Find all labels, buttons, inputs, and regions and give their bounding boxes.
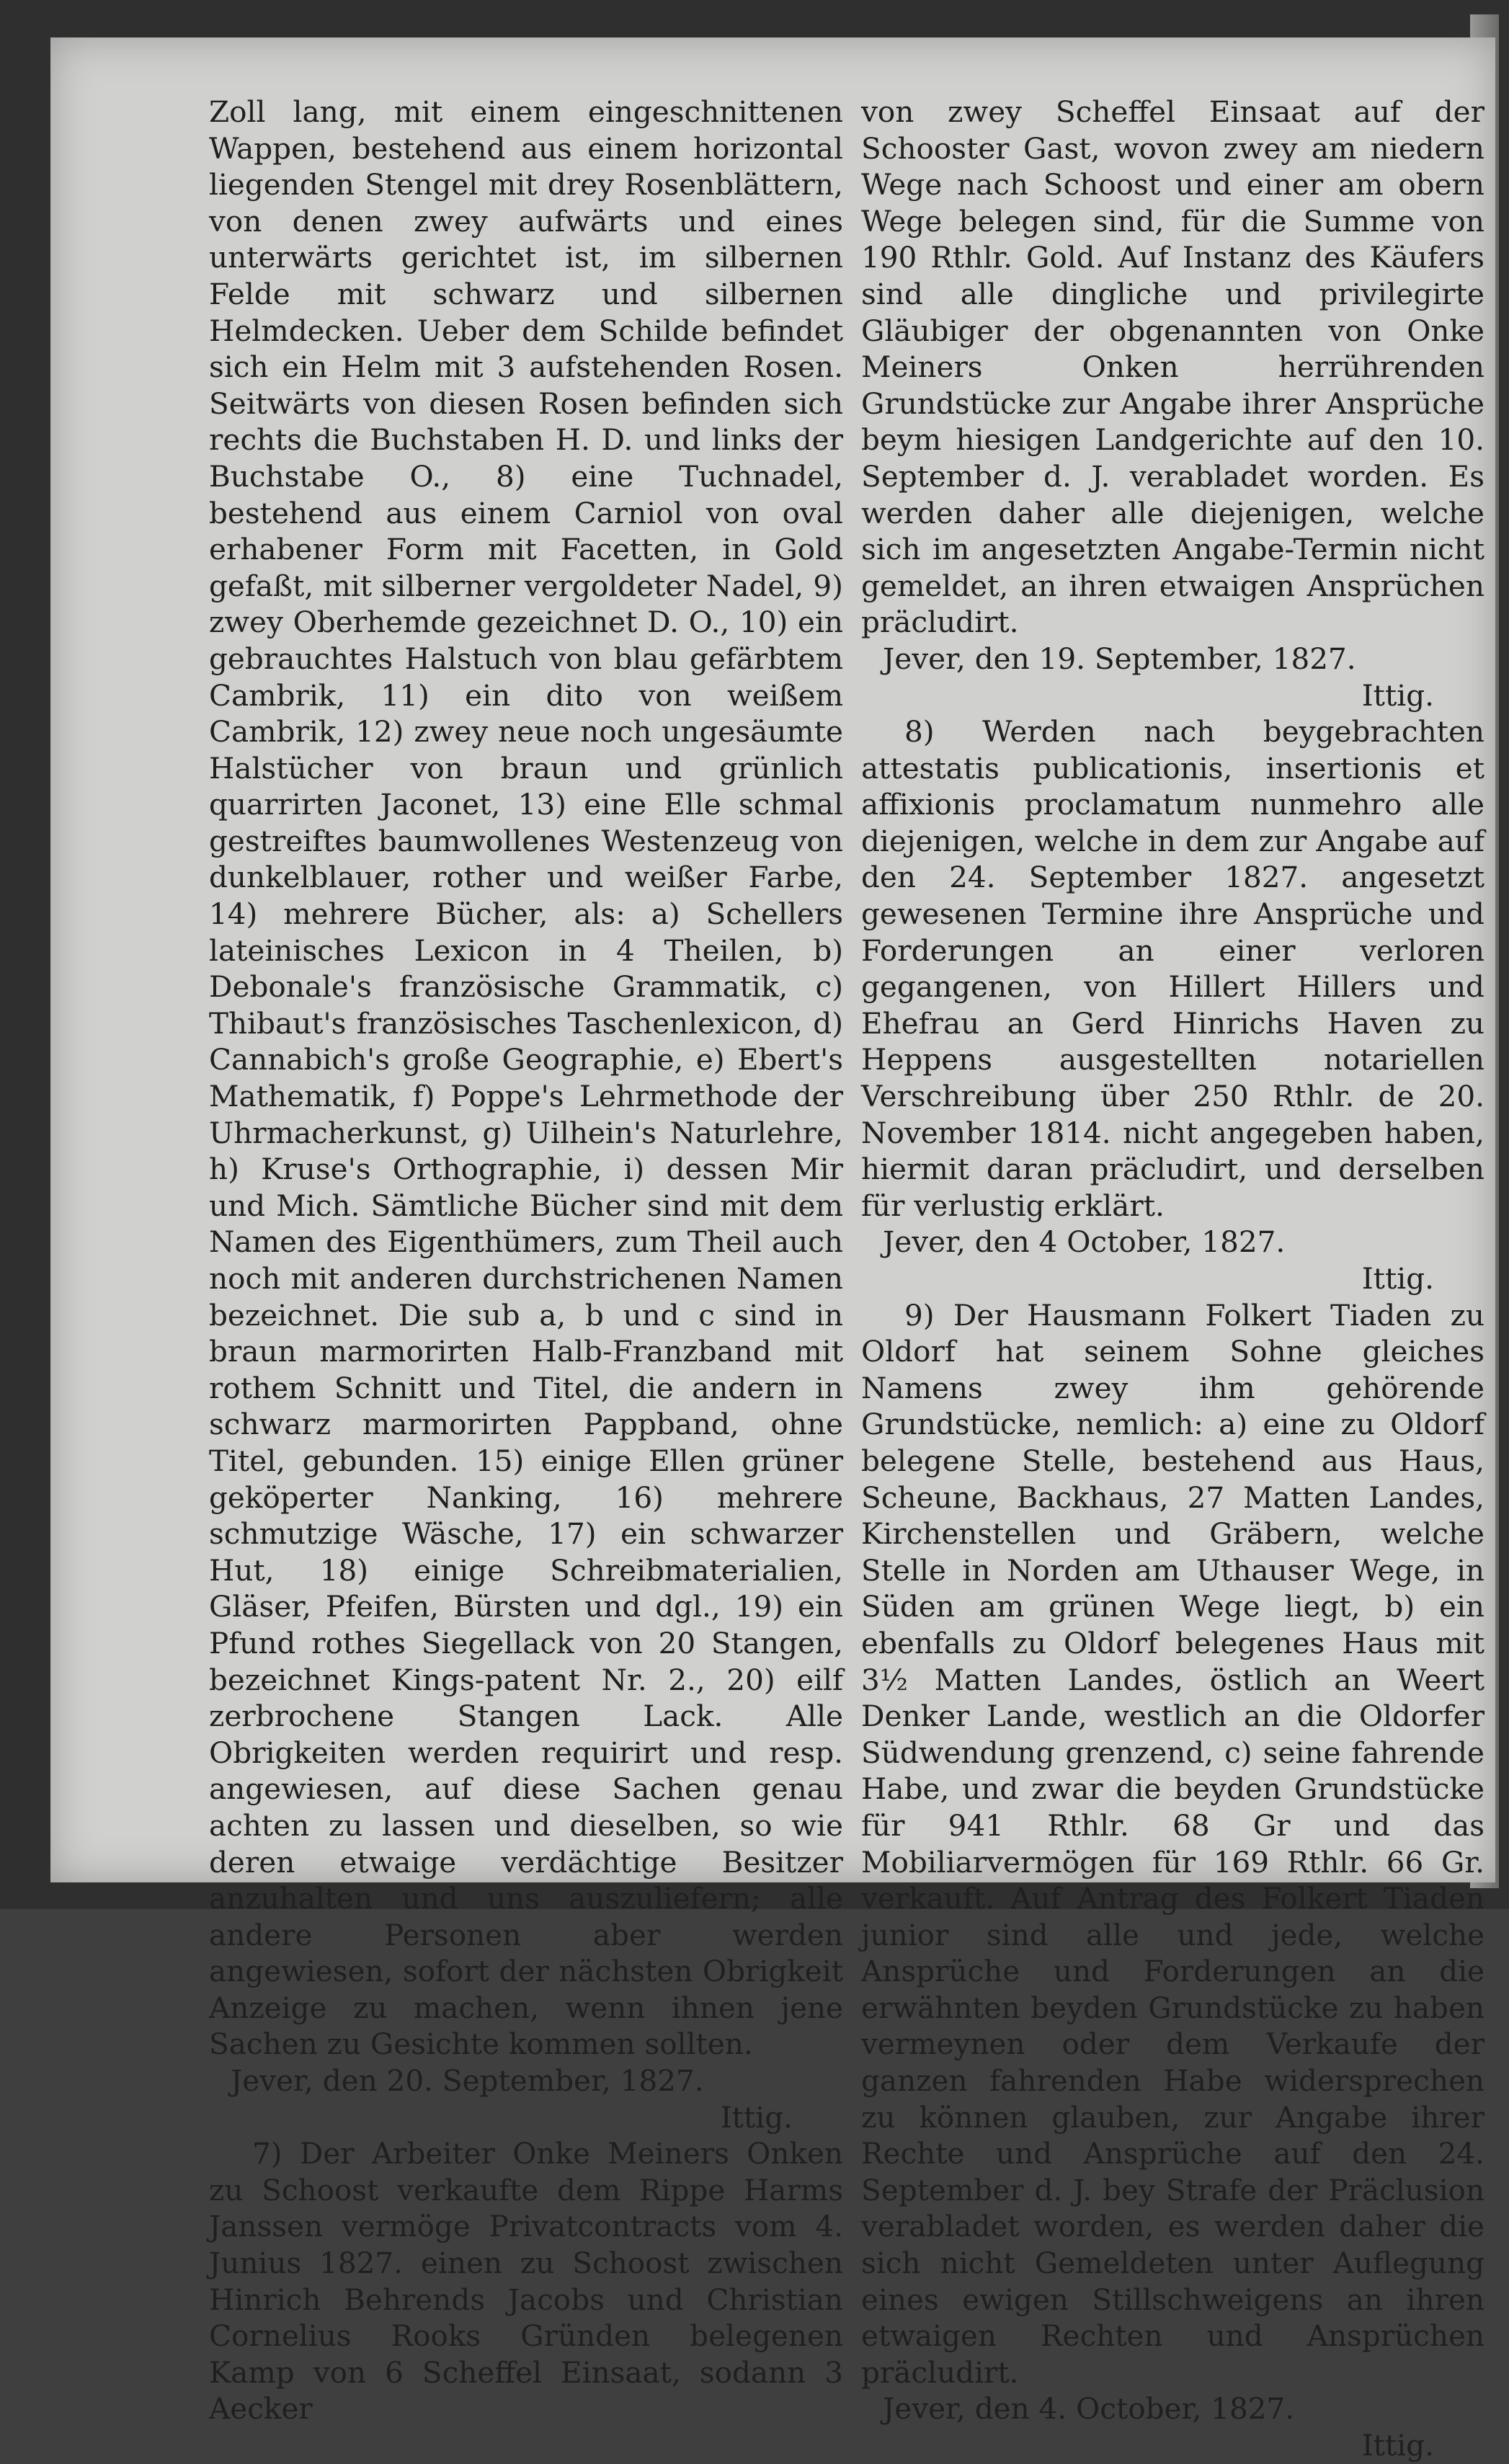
signature: Ittig.	[1361, 2428, 1434, 2463]
dateline: Jever, den 4. October, 1827.	[883, 2391, 1295, 2427]
dateline: Jever, den 4 October, 1827.	[883, 1224, 1286, 1260]
notice-8: 8) Werden nach beygebrachten attestatis publicationis, insertionis et affixionis proclamatum nunmehro alle diejenigen, welche in dem zur Angabe auf den 24. September 1827. angesetzt gewesenen Termine ihre Ansprüche und Forderungen an einer verloren gegangenen, von Hillert Hillers und Ehefrau an Gerd Hinrichs Haven zu Heppens ausgestellten notariellen Verschreibung über 250 Rthlr. de 20. November 1814. nicht angegeben haben, hiermit daran präcludirt, und derselben für verlustig erklärt.	[861, 714, 1484, 1223]
dateline: Jever, den 20. September, 1827.	[231, 2063, 704, 2099]
signature: Ittig.	[1361, 677, 1434, 713]
notice-6-continued: Zoll lang, mit einem eingeschnittenen Wappen, bestehend aus einem horizontal liegenden Stengel mit drey Rosenblättern, von denen zwey aufwärts und eines unterwärts gerichtet ist, im silbernen Felde mit schwarz und silbernen Helmdecken. Ueber dem Schilde befindet sich ein Helm mit 3 aufstehenden Rosen. Seitwärts von diesen Rosen befinden sich rechts die Buchstaben H. D. und links der Buchstabe O., 8) eine Tuchnadel, bestehend aus einem Carniol von oval erhabener Form mit Facetten, in Gold gefaßt, mit silberner vergoldeter Nadel, 9) zwey Oberhemde gezeichnet D. O., 10) ein gebrauchtes Halstuch von blau gefärbtem Cambrik, 11) ein dito von weißem Cambrik, 12) zwey neue noch ungesäumte Halstücher von braun und grünlich quarrirten Jaconet, 13) eine Elle schmal gestreiftes baumwollenes Westenzeug von dunkelblauer, rother und weißer Farbe, 14) mehrere Bücher, als: a) Schellers lateinisches Lexicon in 4 Theilen, b) Debonale's französische Grammatik, c) Thibaut's französisches Taschenlexicon, d) Cannabich's große Geographie, e) Ebert's Mathematik, f) Poppe's Lehrmethode der Uhrmacherkunst, g) Uilhein's Naturlehre, h) Kruse's Orthographie, i) dessen Mir und Mich. Sämtliche Bücher sind mit dem Namen des Eigenthümers, zum Theil auch noch mit anderen durchstrichenen Namen bezeichnet. Die sub a, b und c sind in braun marmorirten Halb-Franzband mit rothem Schnitt und Titel, die andern in schwarz marmorirten Pappband, ohne Titel, gebunden. 15) einige Ellen grüner geköperter Nanking, 16) mehrere schmutzige Wäsche, 17) ein schwarzer Hut, 18) einige Schreibmaterialien, Gläser, Pfeifen, Bürsten und dgl., 19) ein Pfund rothes Siegellack von 20 Stangen, bezeichnet Kings-patent Nr. 2., 20) eilf zerbrochene Stangen Lack. Alle Obrigkeiten werden requirirt und resp. angewiesen, auf diese Sachen genau achten zu lassen und dieselben, so wie deren etwaige verdächtige Besitzer anzuhalten und uns auszuliefern; alle andere Personen aber werden angewiesen, sofort der nächsten Obrigkeit Anzeige zu machen, wenn ihnen jene Sachen zu Gesichte kommen sollten.	[209, 94, 843, 2062]
notice-7-continued: von zwey Scheffel Einsaat auf der Schooster Gast, wovon zwey am niedern Wege nach Schoost und einer am obern Wege belegen sind, für die Summe von 190 Rthlr. Gold. Auf Instanz des Käufers sind alle dingliche und privilegirte Gläubiger der obgenannten von Onke Meiners Onken herrührenden Grundstücke zur Angabe ihrer Ansprüche beym hiesigen Landgerichte auf den 10. September d. J. verabladet worden. Es werden daher alle diejenigen, welche sich im angesetzten Angabe-Termin nicht gemeldet, an ihren etwaigen Ansprüchen präcludirt.	[861, 94, 1484, 640]
notice-7: 7) Der Arbeiter Onke Meiners Onken zu Schoost verkaufte dem Rippe Harms Janssen vermöge Privatcontracts vom 4. Junius 1827. einen zu Schoost zwischen Hinrich Behrends Jacobs und Christian Cornelius Rooks Gründen belegenen Kamp von 6 Scheffel Einsaat, sodann 3 Aecker	[209, 2136, 843, 2427]
notice-9: 9) Der Hausmann Folkert Tiaden zu Oldorf hat seinem Sohne gleiches Namens zwey ihm gehörende Grundstücke, nemlich: a) eine zu Oldorf belegene Stelle, bestehend aus Haus, Scheune, Backhaus, 27 Matten Landes, Kirchenstellen und Gräbern, welche Stelle in Norden am Uthauser Wege, in Süden am grünen Wege liegt, b) ein ebenfalls zu Oldorf belegenes Haus mit 3½ Matten Landes, östlich an Weert Denker Lande, westlich an die Oldorfer Südwendung grenzend, c) seine fahrende Habe, und zwar die beyden Grundstücke für 941 Rthlr. 68 Gr und das Mobiliarvermögen für 169 Rthlr. 66 Gr. verkauft. Auf Antrag des Folkert Tiaden junior sind alle und jede, welche Ansprüche und Forderungen an die erwähnten beyden Grundstücke zu haben vermeynen oder dem Verkaufe der ganzen fahrenden Habe widersprechen zu können glauben, zur Angabe ihrer Rechte und Ansprüche auf den 24. September d. J. bey Strafe der Präclusion verabladet worden, es werden daher die sich nicht Gemeldeten unter Auflegung eines ewigen Stillschweigens an ihren etwaigen Rechten und Ansprüchen präcludirt.	[861, 1297, 1484, 2390]
signature: Ittig.	[720, 2099, 793, 2135]
signature: Ittig.	[1361, 1261, 1434, 1296]
right-column	[861, 94, 1484, 2464]
left-column	[209, 94, 843, 2427]
dateline: Jever, den 19. September, 1827.	[883, 641, 1356, 676]
